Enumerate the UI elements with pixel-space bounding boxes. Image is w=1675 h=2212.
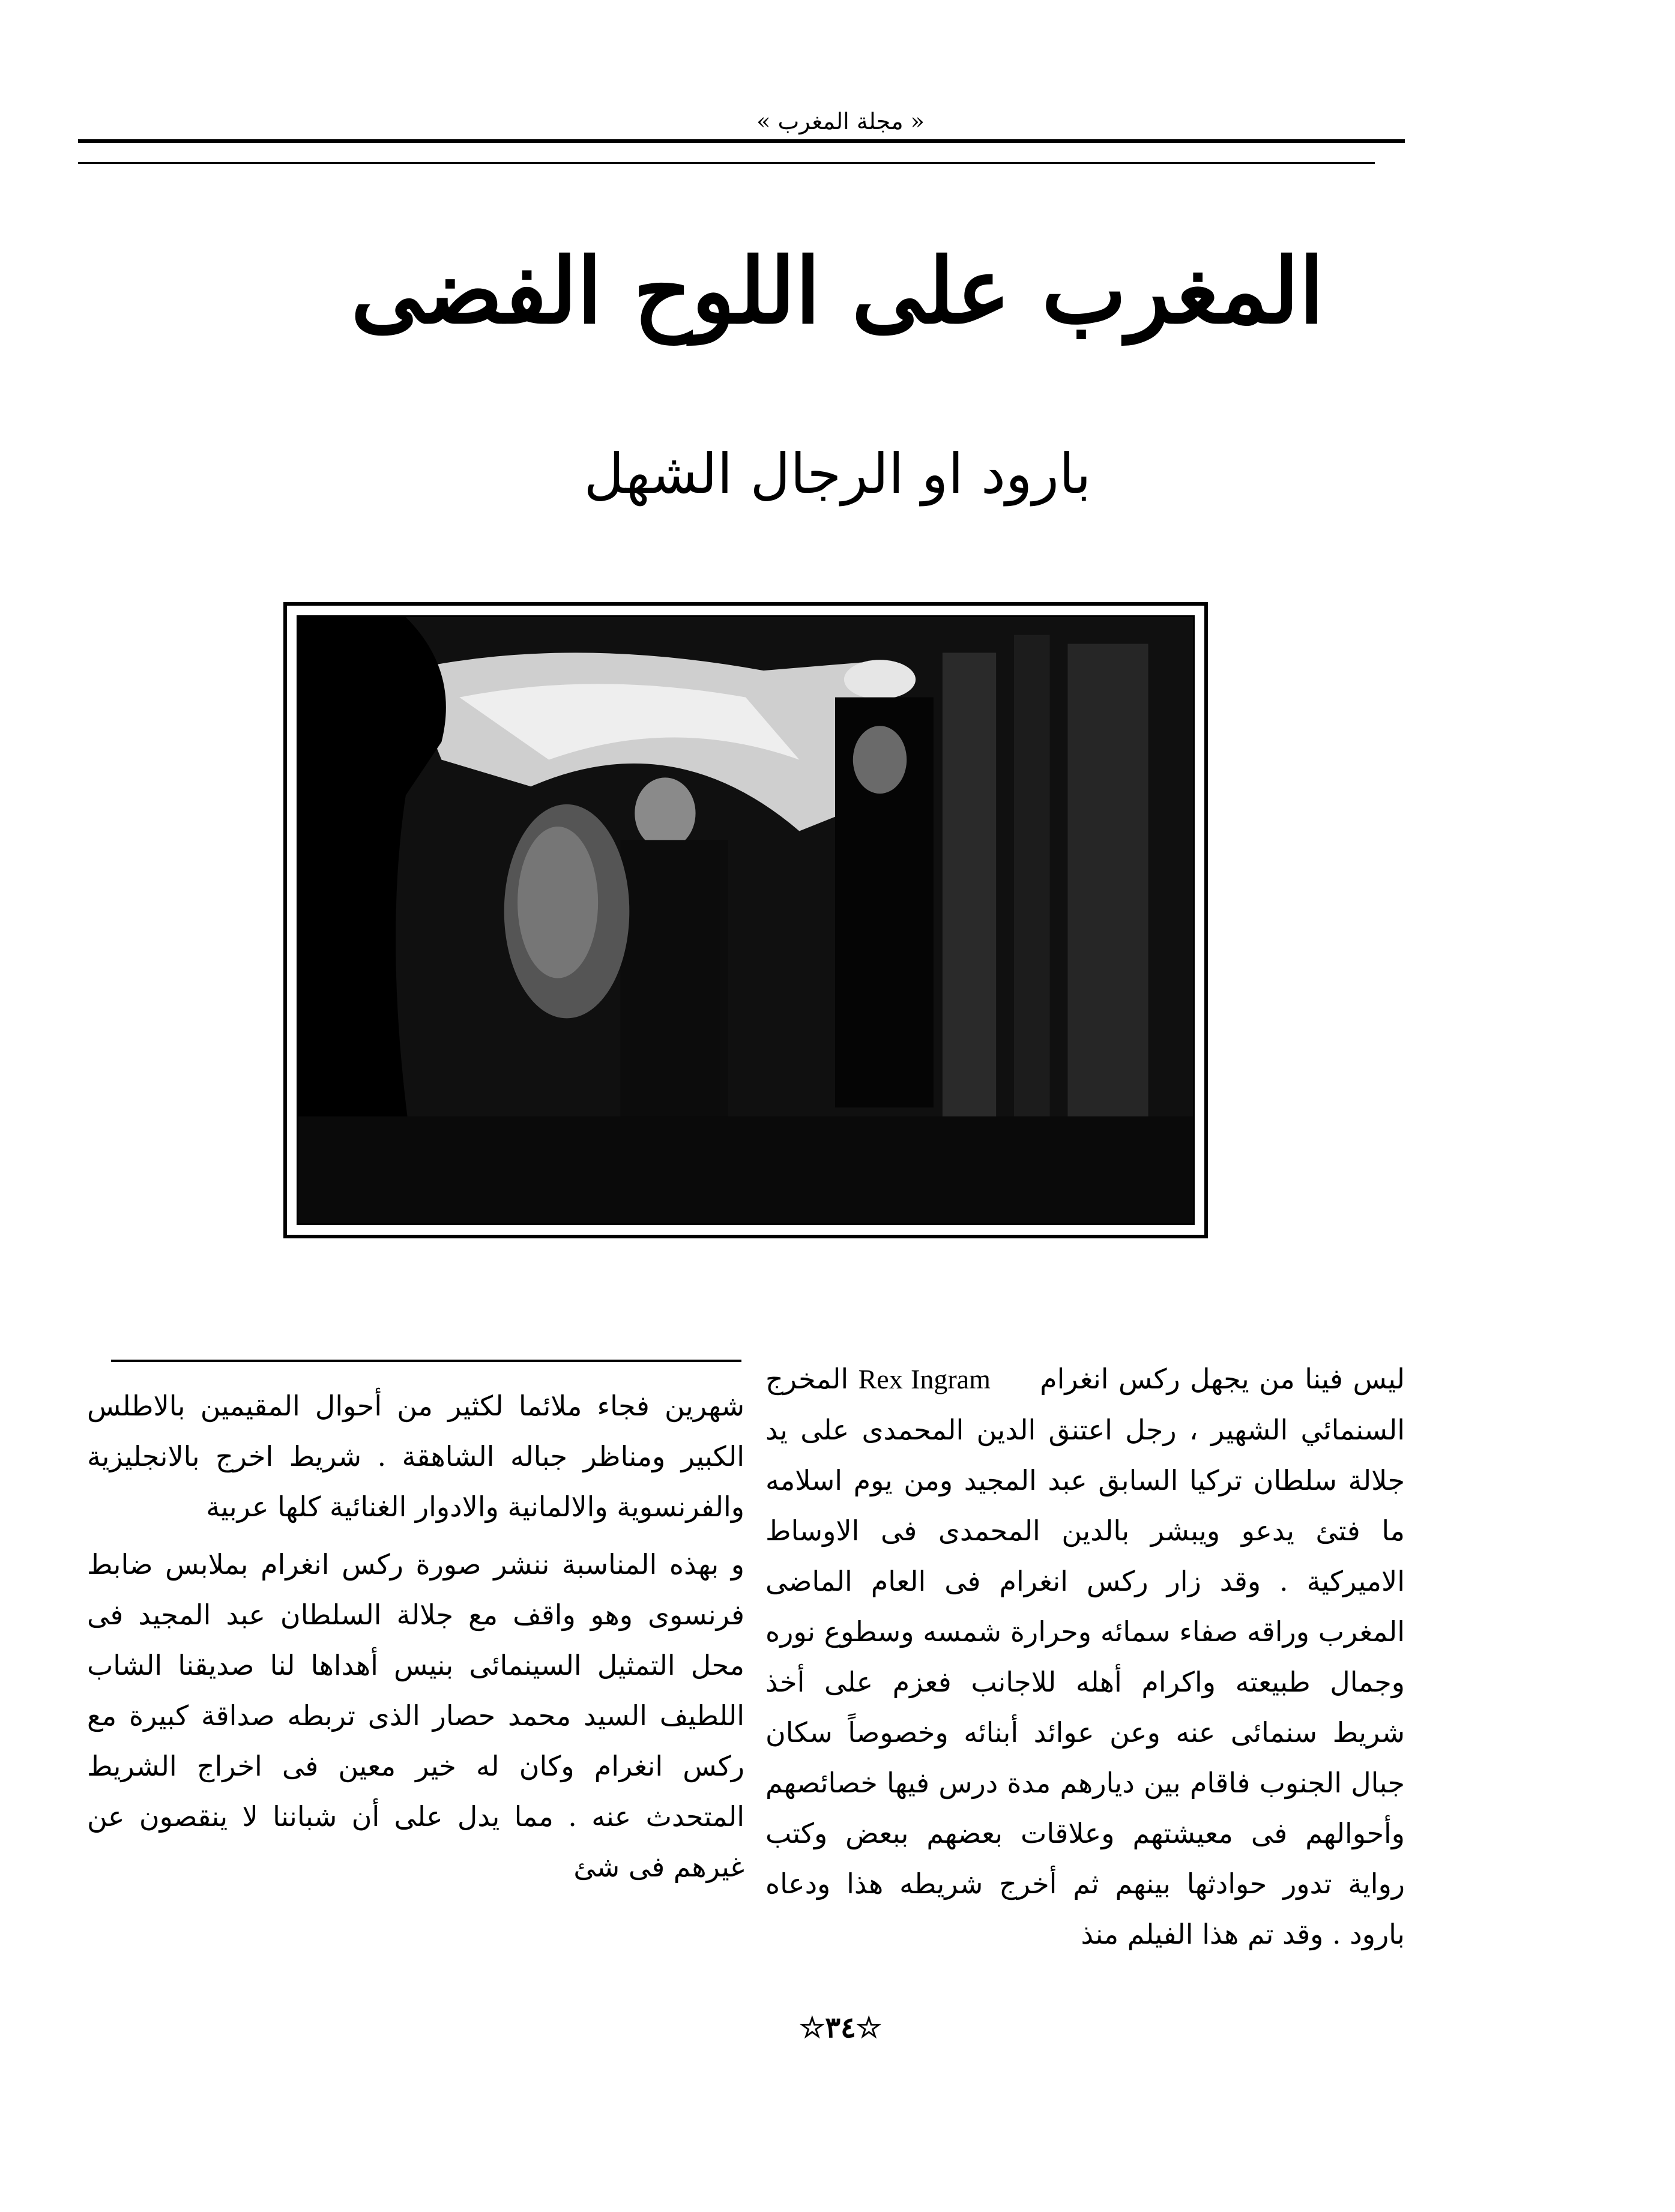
header-rule-thin (78, 162, 1375, 164)
photograph-icon (298, 617, 1193, 1223)
paragraph (765, 1354, 1405, 1959)
paragraph: و بهذه المناسبة ننشر صورة ركس انغرام بملابس ضابط فرنسوى وهو واقف مع جلالة السلطان عبد المجيد فى محل التمثيل السينمائى بنيس أهداها لنا صديقنا الشاب اللطيف السيد محمد حصار الذى تربطه صداقة كبيرة مع ركس انغرام وكان له خير معين فى اخراج الشريط المتحدث عنه . مما يدل على أن شباننا لا ينقصون عن غيرهم فى شئ (87, 1548, 744, 1883)
column-rule (111, 1360, 741, 1362)
latin-name: Rex Ingram (858, 1364, 991, 1394)
article-title: المغرب على اللوح الفضى (351, 238, 1324, 344)
paragraph: شهرين فجاء ملائما لكثير من أحوال المقيمين بالاطلس الكبير ومناظر جباله الشاهقة . شريط اخرج بالانجليزية والفرنسوية والالمانية والادوار الغنائية كلها عربية (87, 1390, 744, 1523)
photograph (297, 615, 1195, 1225)
article-column-right (765, 1354, 1405, 1966)
photograph-frame (283, 602, 1208, 1238)
running-head: « مجلة المغرب » (756, 108, 925, 134)
page-number: ☆٣٤☆ (799, 2011, 882, 2045)
paragraph-body: المخرج السنمائي الشهير ، رجل اعتنق الدين المحمدى على يد جلالة سلطان تركيا السابق عبد المجيد ومن يوم اسلامه ما فتئ يدعو ويبشر بالدين المحمدى فى الاوساط الاميركية . وقد زار ركس انغرام فى العام الماضى المغرب وراقه صفاء سمائه وحرارة شمسه وسطوع نوره وجمال طبيعته واكرام أهله للاجانب فعزم على أخذ شريط سنمائى عنه وعن عوائد أبنائه وخصوصاً سكان جبال الجنوب فاقام بين ديارهم مدة درس فيها خصائصهم وأحوالهم فى معيشتهم وعلاقات بعضهم ببعض وكتب رواية تدور حوادثها بينهم ثم أخرج شريطه هذا ودعاه بارود . وقد تم هذا الفيلم منذ (765, 1363, 1405, 1950)
header-rule-thick (78, 139, 1405, 143)
article-subtitle: بارود او الرجال الشهل (584, 442, 1091, 506)
article-column-left (87, 1381, 744, 1899)
paragraph-lead: ليس فينا من يجهل ركس انغرام (1040, 1363, 1405, 1395)
